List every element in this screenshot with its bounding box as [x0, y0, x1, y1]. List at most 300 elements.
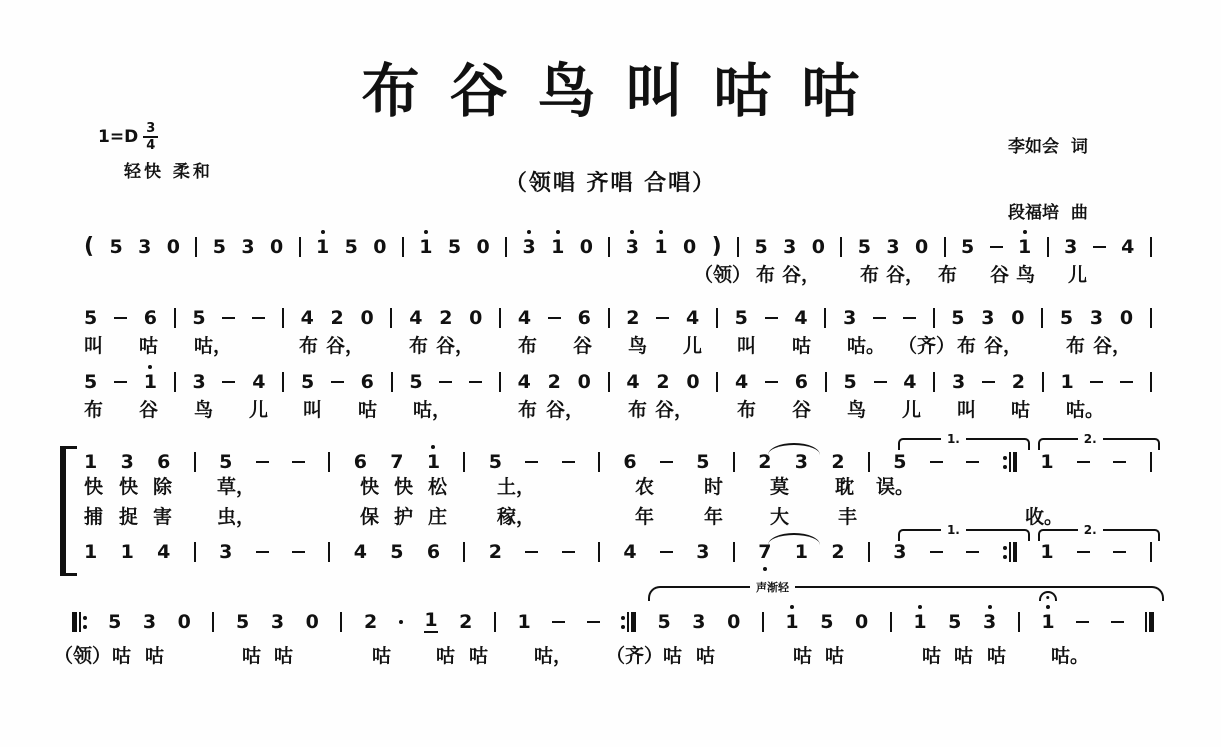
duration-dash — [1093, 246, 1106, 249]
duration-dash — [1076, 621, 1089, 624]
lyric-syllable: 除 — [153, 476, 173, 498]
note: 5 — [236, 610, 250, 633]
notation-line-4-upper-voice — [84, 449, 1152, 475]
note: 1 — [1018, 238, 1031, 257]
lyric-syllable: 布 — [756, 264, 776, 286]
octave-dot-above — [424, 230, 428, 234]
duration-dash — [548, 317, 561, 320]
lyric-syllable: 谷 — [990, 264, 1010, 286]
duration-dash — [966, 461, 979, 464]
duration-dash — [903, 317, 916, 320]
lyric-syllable: 布 — [957, 335, 977, 357]
lyric-syllable: 年 — [704, 506, 724, 528]
time-denominator: 4 — [146, 138, 156, 153]
lyric-syllable: 儿 — [249, 399, 269, 421]
lyric-syllable: 虫， — [217, 506, 256, 528]
note: 3 — [951, 370, 966, 393]
note: 5 — [300, 370, 315, 393]
note: 1 — [654, 238, 667, 257]
note: 5 — [192, 306, 206, 329]
duration-dash — [439, 381, 452, 384]
lyric-syllable: 草， — [217, 476, 256, 498]
note: 3 — [523, 238, 536, 257]
duration-dash — [525, 551, 538, 554]
notation-line-5 — [72, 609, 1154, 635]
lyric-syllable: 稼， — [497, 506, 536, 528]
barline — [494, 612, 496, 632]
slur-upper-voice — [768, 443, 820, 455]
note: 3 — [120, 450, 134, 473]
barline — [716, 308, 718, 328]
note: 6 — [577, 306, 591, 329]
lyric-syllable: 谷， — [326, 335, 365, 357]
note: 3 — [142, 610, 157, 633]
octave-dot-above — [790, 605, 794, 609]
lyric-syllable: 布 — [1066, 335, 1086, 357]
lyric-syllable: 布 — [938, 264, 958, 286]
note: 0 — [177, 610, 191, 633]
duration-dash — [873, 317, 886, 320]
second-ending-label: 2. — [1078, 431, 1103, 448]
barline — [733, 542, 735, 562]
barline — [1150, 372, 1152, 392]
note: 4 — [517, 370, 531, 393]
lyric-syllable: 土， — [497, 476, 536, 498]
note: 3 — [692, 610, 706, 633]
augmentation-dot — [399, 620, 403, 624]
note: 4 — [735, 370, 749, 393]
note: 3 — [626, 238, 639, 257]
barline — [463, 452, 465, 472]
lyric-syllable: 叫 — [737, 335, 757, 357]
note: 6 — [360, 370, 374, 393]
repeat-end-sign — [621, 611, 636, 633]
note: 3 — [983, 613, 996, 632]
second-ending-upper — [1038, 432, 1160, 450]
barline — [1150, 452, 1152, 472]
lyric-syllable: 快 — [394, 476, 414, 498]
duration-dash — [990, 246, 1003, 249]
note: 4 — [409, 306, 423, 329]
repeat-dots — [1003, 546, 1007, 559]
barline — [1018, 612, 1020, 632]
notation-line-2 — [84, 305, 1152, 331]
lyricist-credit: 李如会 词 — [1008, 137, 1088, 157]
duration-dash — [1111, 621, 1124, 624]
barline — [1150, 308, 1152, 328]
note: 5 — [843, 370, 857, 393]
lyric-syllable: 咕 — [922, 645, 942, 667]
duration-dash — [114, 317, 127, 320]
lyric-syllable: 谷， — [655, 399, 694, 421]
note: 0 — [166, 235, 180, 258]
barline — [194, 452, 196, 472]
note: 5 — [696, 450, 710, 473]
note: 3 — [981, 306, 995, 329]
note: 1 — [551, 238, 564, 257]
lyric-syllable: 咕 — [825, 645, 845, 667]
lyric-syllable: 害 — [153, 506, 173, 528]
repeat-dots — [1003, 456, 1007, 469]
note: 5 — [734, 306, 748, 329]
note: 0 — [305, 610, 319, 633]
lyric-syllable: 布 — [737, 399, 757, 421]
note: 4 — [685, 306, 700, 329]
note: 4 — [517, 306, 532, 329]
lyric-syllable: 谷 — [573, 335, 593, 357]
lyric-syllable: 咕 — [663, 645, 683, 667]
duration-dash — [562, 551, 575, 554]
lyric-syllable: 咕， — [413, 399, 452, 421]
note: 4 — [300, 306, 314, 329]
lyric-syllable: 大 — [770, 506, 790, 528]
note: 0 — [915, 235, 929, 258]
note: 6 — [623, 450, 637, 473]
duration-dash — [874, 381, 887, 384]
lyric-syllable: 快 — [360, 476, 380, 498]
song-title: 布谷鸟叫咕咕 — [361, 57, 890, 125]
lyric-syllable: 叫 — [303, 399, 323, 421]
lyric-syllable: 布 — [84, 399, 104, 421]
note: 3 — [893, 540, 907, 563]
barline — [391, 372, 393, 392]
note: 3 — [1064, 235, 1078, 258]
octave-dot-above — [321, 230, 325, 234]
barline — [402, 237, 404, 257]
octave-dot-above — [527, 230, 531, 234]
note: 0 — [269, 235, 284, 258]
duration-dash — [562, 461, 575, 464]
note: 3 — [241, 235, 255, 258]
lyric-syllable: 农 — [635, 476, 655, 498]
barline — [212, 612, 214, 632]
note: 5 — [108, 610, 122, 633]
note: 1 — [785, 613, 798, 632]
note: 0 — [811, 235, 825, 258]
barline — [499, 308, 501, 328]
note: 0 — [469, 306, 483, 329]
lyric-syllable: 丰 — [838, 506, 858, 528]
duration-dash — [587, 621, 600, 624]
note: 3 — [886, 235, 900, 258]
octave-dot-above — [630, 230, 634, 234]
barline — [499, 372, 501, 392]
lyric-syllable: 年 — [635, 506, 655, 528]
barline — [608, 372, 610, 392]
key-label: 1=D — [98, 127, 139, 147]
note: 3 — [1089, 306, 1104, 329]
repeat-end-sign — [1003, 451, 1018, 473]
barline — [868, 452, 870, 472]
note: 1 — [120, 540, 134, 563]
repeat-dots — [621, 616, 625, 629]
duration-dash — [1120, 381, 1133, 384]
note: 2 — [330, 306, 344, 329]
barline — [174, 308, 176, 328]
note: 5 — [893, 450, 907, 473]
note: 7 — [758, 543, 771, 562]
note: 3 — [138, 235, 152, 258]
lyric-syllable: 鸟 — [628, 335, 648, 357]
duration-dash — [656, 317, 669, 320]
repeat-begin-sign — [72, 611, 87, 633]
credits — [1008, 131, 1088, 230]
lyric-syllable: 咕。 — [1066, 399, 1105, 421]
lyric-syllable: 鸟 — [1016, 264, 1036, 286]
barline — [174, 372, 176, 392]
parenthesis: ( — [84, 234, 95, 259]
duration-dash — [114, 381, 127, 384]
note: 3 — [794, 450, 809, 473]
barline — [598, 542, 600, 562]
duration-dash — [331, 381, 344, 384]
lyric-syllable: 布 — [299, 335, 319, 357]
barline — [194, 542, 196, 562]
note: 2 — [831, 450, 845, 473]
lyric-syllable: 儿 — [683, 335, 703, 357]
lyric-syllable: 莫 — [770, 476, 790, 498]
lyric-syllable: 布 — [628, 399, 648, 421]
barline — [762, 612, 764, 632]
note: 1 — [1040, 540, 1054, 563]
note: 6 — [794, 370, 809, 393]
note: 1 — [913, 613, 926, 632]
lyric-syllable: 布 — [860, 264, 880, 286]
note: 5 — [219, 450, 233, 473]
note: 5 — [447, 235, 462, 258]
barline — [840, 237, 842, 257]
note: 5 — [84, 306, 98, 329]
lyric-syllable: 咕 — [436, 645, 456, 667]
note: 1 — [427, 453, 440, 472]
octave-dot-below — [763, 567, 767, 571]
barline — [716, 372, 718, 392]
duration-dash — [765, 317, 778, 320]
barline — [195, 237, 197, 257]
notation-line-3 — [84, 369, 1152, 395]
duration-dash — [1077, 551, 1090, 554]
duration-dash — [930, 461, 943, 464]
note: 5 — [1059, 306, 1074, 329]
barline — [868, 542, 870, 562]
barline — [505, 237, 507, 257]
lyrics-line-2 — [0, 336, 1221, 360]
note: 3 — [270, 610, 285, 633]
notation-line-4-lower-voice — [84, 539, 1152, 565]
lyric-syllable: 谷， — [984, 335, 1023, 357]
note: 5 — [409, 370, 423, 393]
barline — [598, 452, 600, 472]
note: 2 — [831, 540, 845, 563]
lyric-syllable: 快 — [84, 476, 104, 498]
note: 2 — [547, 370, 561, 393]
performance-note: （领唱 齐唱 合唱） — [504, 171, 717, 196]
barline — [1150, 542, 1152, 562]
barline — [1047, 237, 1049, 257]
first-ending-lower — [898, 523, 1030, 541]
note: 5 — [488, 450, 502, 473]
barline — [299, 237, 301, 257]
octave-dot-above — [556, 230, 560, 234]
lyric-syllable: （齐） — [606, 645, 664, 667]
duration-dash — [765, 381, 778, 384]
duration-dash — [660, 551, 673, 554]
note: 1 — [1041, 613, 1054, 632]
note: 4 — [903, 370, 917, 393]
lyric-syllable: 叫 — [957, 399, 977, 421]
lyric-syllable: 鸟 — [847, 399, 867, 421]
note: 5 — [212, 235, 226, 258]
barline — [282, 308, 284, 328]
octave-dot-above — [1046, 605, 1050, 609]
note: 5 — [857, 235, 871, 258]
lyrics-line-1 — [0, 265, 1221, 289]
duration-dash — [222, 317, 235, 320]
barline-thick — [631, 612, 636, 632]
note: 0 — [1011, 306, 1025, 329]
lyric-syllable: 布 — [518, 399, 538, 421]
barline-thin — [1009, 452, 1011, 472]
lyric-syllable: 咕。 — [847, 335, 886, 357]
note: 1 — [419, 238, 432, 257]
octave-dot-above — [988, 605, 992, 609]
barline-thick — [1013, 542, 1018, 562]
duration-dash — [966, 551, 979, 554]
duration-dash — [982, 381, 995, 384]
note: 0 — [577, 370, 591, 393]
note: 1 — [84, 450, 98, 473]
lyric-syllable: 咕 — [372, 645, 392, 667]
barline — [733, 452, 735, 472]
lyric-syllable: 儿 — [902, 399, 922, 421]
lyric-syllable: 咕 — [792, 335, 812, 357]
note: 2 — [758, 450, 772, 473]
barline — [1150, 237, 1152, 257]
barline-thick — [1149, 612, 1154, 632]
lyric-syllable: 快 — [119, 476, 139, 498]
note: 5 — [84, 370, 98, 393]
lyric-syllable: 捉 — [119, 506, 139, 528]
note: 1 — [794, 540, 809, 563]
note: 7 — [390, 450, 404, 473]
duration-dash — [1113, 461, 1126, 464]
note: 6 — [353, 450, 367, 473]
dynamic-marking: 声渐轻 — [750, 580, 795, 595]
barline-thin — [627, 612, 629, 632]
octave-dot-above — [918, 605, 922, 609]
note: 4 — [623, 540, 637, 563]
lyric-syllable: 咕 — [358, 399, 378, 421]
duration-dash — [469, 381, 482, 384]
note: 4 — [353, 540, 367, 563]
duration-dash — [252, 317, 265, 320]
duration-dash — [292, 461, 305, 464]
repeat-dots — [83, 616, 87, 629]
lyric-syllable: 咕， — [194, 335, 233, 357]
lyrics-line-4-verse-2 — [0, 507, 1221, 531]
barline — [390, 308, 392, 328]
note: 0 — [727, 610, 741, 633]
lyric-syllable: 谷， — [782, 264, 821, 286]
barline — [824, 308, 826, 328]
lyric-syllable: 鸟 — [194, 399, 214, 421]
repeat-end-sign — [1003, 541, 1018, 563]
note: 5 — [344, 235, 358, 258]
note: 3 — [696, 540, 710, 563]
note: 2 — [656, 370, 670, 393]
lyric-syllable: 收。 — [1025, 506, 1064, 528]
lyric-syllable: 谷 — [139, 399, 159, 421]
time-numerator: 3 — [143, 122, 158, 138]
note: 5 — [961, 235, 975, 258]
note: 3 — [843, 306, 857, 329]
barline — [944, 237, 946, 257]
note: 0 — [683, 235, 697, 258]
note: 3 — [192, 370, 206, 393]
lyric-syllable: 谷 — [792, 399, 812, 421]
barline — [608, 237, 610, 257]
note: 1 — [424, 609, 438, 631]
lyric-syllable: 咕 — [954, 645, 974, 667]
barline — [282, 372, 284, 392]
duration-dash — [256, 461, 269, 464]
lyric-syllable: 谷， — [436, 335, 475, 357]
duration-dash — [1113, 551, 1126, 554]
lyric-syllable: 咕 — [242, 645, 262, 667]
lyric-syllable: 布 — [518, 335, 538, 357]
note: 4 — [794, 306, 808, 329]
first-ending-label: 1. — [941, 431, 966, 448]
barline-thick — [72, 612, 77, 632]
lyric-syllable: 咕。 — [1051, 645, 1090, 667]
barline — [933, 372, 935, 392]
notation-line-1 — [84, 234, 1152, 260]
note: 5 — [951, 306, 965, 329]
note: 5 — [657, 610, 671, 633]
note: 5 — [948, 610, 962, 633]
lyric-syllable: 捕 — [84, 506, 104, 528]
duration-dash — [1077, 461, 1090, 464]
barline-thick — [1013, 452, 1018, 472]
barline — [340, 612, 342, 632]
note: 4 — [1121, 235, 1135, 258]
second-ending-label: 2. — [1078, 522, 1103, 539]
lyric-syllable: 咕 — [696, 645, 716, 667]
note: 3 — [219, 540, 233, 563]
note: 2 — [363, 610, 378, 633]
first-ending-label: 1. — [941, 522, 966, 539]
note: 4 — [626, 370, 640, 393]
note: 4 — [157, 540, 171, 563]
lyric-syllable: （齐） — [898, 335, 956, 357]
duration-dash — [930, 551, 943, 554]
note: 1 — [316, 238, 329, 257]
note: 5 — [109, 235, 123, 258]
duration-dash — [552, 621, 565, 624]
note: 1 — [1040, 450, 1054, 473]
note: 0 — [373, 235, 387, 258]
lyric-syllable: 咕 — [793, 645, 813, 667]
note: 6 — [157, 450, 171, 473]
barline — [1041, 308, 1043, 328]
duration-dash — [660, 461, 673, 464]
lyric-syllable: 耽 — [835, 476, 855, 498]
lyric-syllable: 松 — [428, 476, 448, 498]
lyric-syllable: 庄 — [428, 506, 448, 528]
note: 0 — [855, 610, 869, 633]
barline — [463, 542, 465, 562]
note: 6 — [426, 540, 441, 563]
